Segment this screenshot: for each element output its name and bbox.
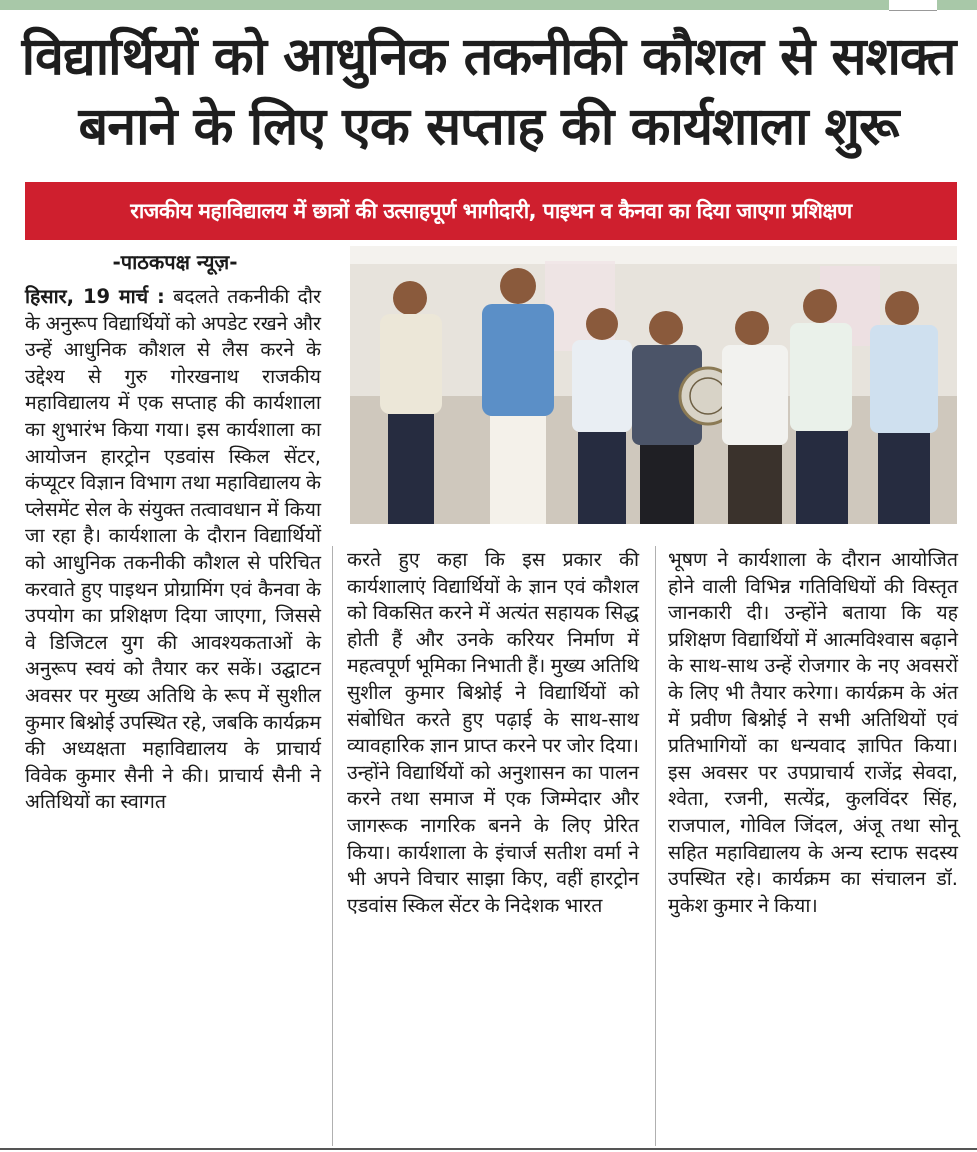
column-1-text: बदलते तकनीकी दौर के अनुरूप विद्यार्थियों को अपडेट रखने और उन्हें आधुनिक कौशल से लैस करने के उद्देश्य से गुरु गोरखनाथ राजकीय महाविद्यालय में एक सप्ताह की कार्यशाला का शुभारंभ किया गया। इस कार्यशाला का आयोजन हारट्रोन एडवांस स्किल सेंटर, कंप्यूटर विज्ञान विभाग तथा महाविद्यालय के प्लेसमेंट सेल के संयुक्त तत्वावधान में किया जा रहा है। कार्यशाला के दौरान विद्यार्थियों को आधुनिक तकनीकी कौशल से परिचित करवाते हुए पाइथन प्रोग्रामिंग एवं कैनवा के उपयोग का प्रशिक्षण दिया जाएगा, जिससे वे डिजिटल युग की आवश्यकताओं के अनुरूप स्वयं को तैयार कर सकें। उद्घाटन अवसर पर मुख्य अतिथि के रूप में सुशील कुमार बिश्नोई उपस्थित रहे, जबकि कार्यक्रम की अध्यक्षता महाविद्यालय के प्राचार्य विवेक कुमार सैनी ने की। प्राचार्य सैनी ने अतिथियों का स्वागत <box>25 285 322 814</box>
dateline: हिसार, 19 मार्च : <box>25 285 165 308</box>
subheadline-text: राजकीय महाविद्यालय में छात्रों की उत्साहपूर्ण भागीदारी, पाइथन व कैनवा का दिया जाएगा प्रशिक्षण <box>130 199 852 223</box>
article-column-1 <box>25 284 321 816</box>
subheadline-banner <box>25 182 957 240</box>
column-3-text: भूषण ने कार्यशाला के दौरान आयोजित होने वाली विभिन्न गतिविधियों की विस्तृत जानकारी दी। उन्होंने बताया कि यह प्रशिक्षण विद्यार्थियों में आत्मविश्वास बढ़ाने के साथ-साथ उन्हें रोजगार के नए अवसरों के लिए भी तैयार करेगा। कार्यक्रम के अंत में प्रवीण बिश्नोई ने सभी अतिथियों एवं प्रतिभागियों का धन्यवाद ज्ञापित किया। इस अवसर पर उपप्राचार्य राजेंद्र सेवदा, श्वेता, रजनी, सत्येंद्र, कुलविंदर सिंह, राजपाल, गोविल जिंदल, अंजू तथा सोनू सहित महाविद्यालय के अन्य स्टाफ सदस्य उपस्थित रहे। कार्यक्रम का संचालन डॉ. मुकेश कुमार ने किया। <box>668 548 958 917</box>
article-column-3 <box>668 547 958 919</box>
bottom-rule <box>0 1148 977 1150</box>
column-divider <box>332 546 333 1146</box>
headline-line-1: विद्यार्थियों को आधुनिक तकनीकी कौशल से सशक्त <box>21 27 956 87</box>
column-divider <box>655 546 656 1146</box>
article-column-2 <box>347 547 639 919</box>
event-photo-illustration <box>350 246 957 524</box>
byline: -पाठकपक्ष न्यूज़- <box>112 250 238 274</box>
headline <box>0 22 977 162</box>
top-color-band <box>0 0 977 10</box>
event-photo <box>350 246 957 524</box>
column-2-text: करते हुए कहा कि इस प्रकार की कार्यशालाएं विद्यार्थियों के ज्ञान एवं कौशल को विकसित करने में अत्यंत सहायक सिद्ध होती हैं और उनके करियर निर्माण में महत्वपूर्ण भूमिका निभाती हैं। मुख्य अतिथि सुशील कुमार बिश्नोई ने विद्यार्थियों को संबोधित करते हुए पढ़ाई के साथ-साथ व्यावहारिक ज्ञान प्राप्त करने पर जोर दिया। उन्होंने विद्यार्थियों को अनुशासन का पालन करने तथा समाज में एक जिम्मेदार और जागरूक नागरिक बनने के लिए प्रेरित किया। कार्यशाला के इंचार्ज सतीश वर्मा ने भी अपने विचार साझा किए, वहीं हारट्रोन एडवांस स्किल सेंटर के निदेशक भारत <box>347 548 639 917</box>
page-corner-tab <box>889 0 937 11</box>
headline-line-2: बनाने के लिए एक सप्ताह की कार्यशाला शुरू <box>78 97 899 157</box>
